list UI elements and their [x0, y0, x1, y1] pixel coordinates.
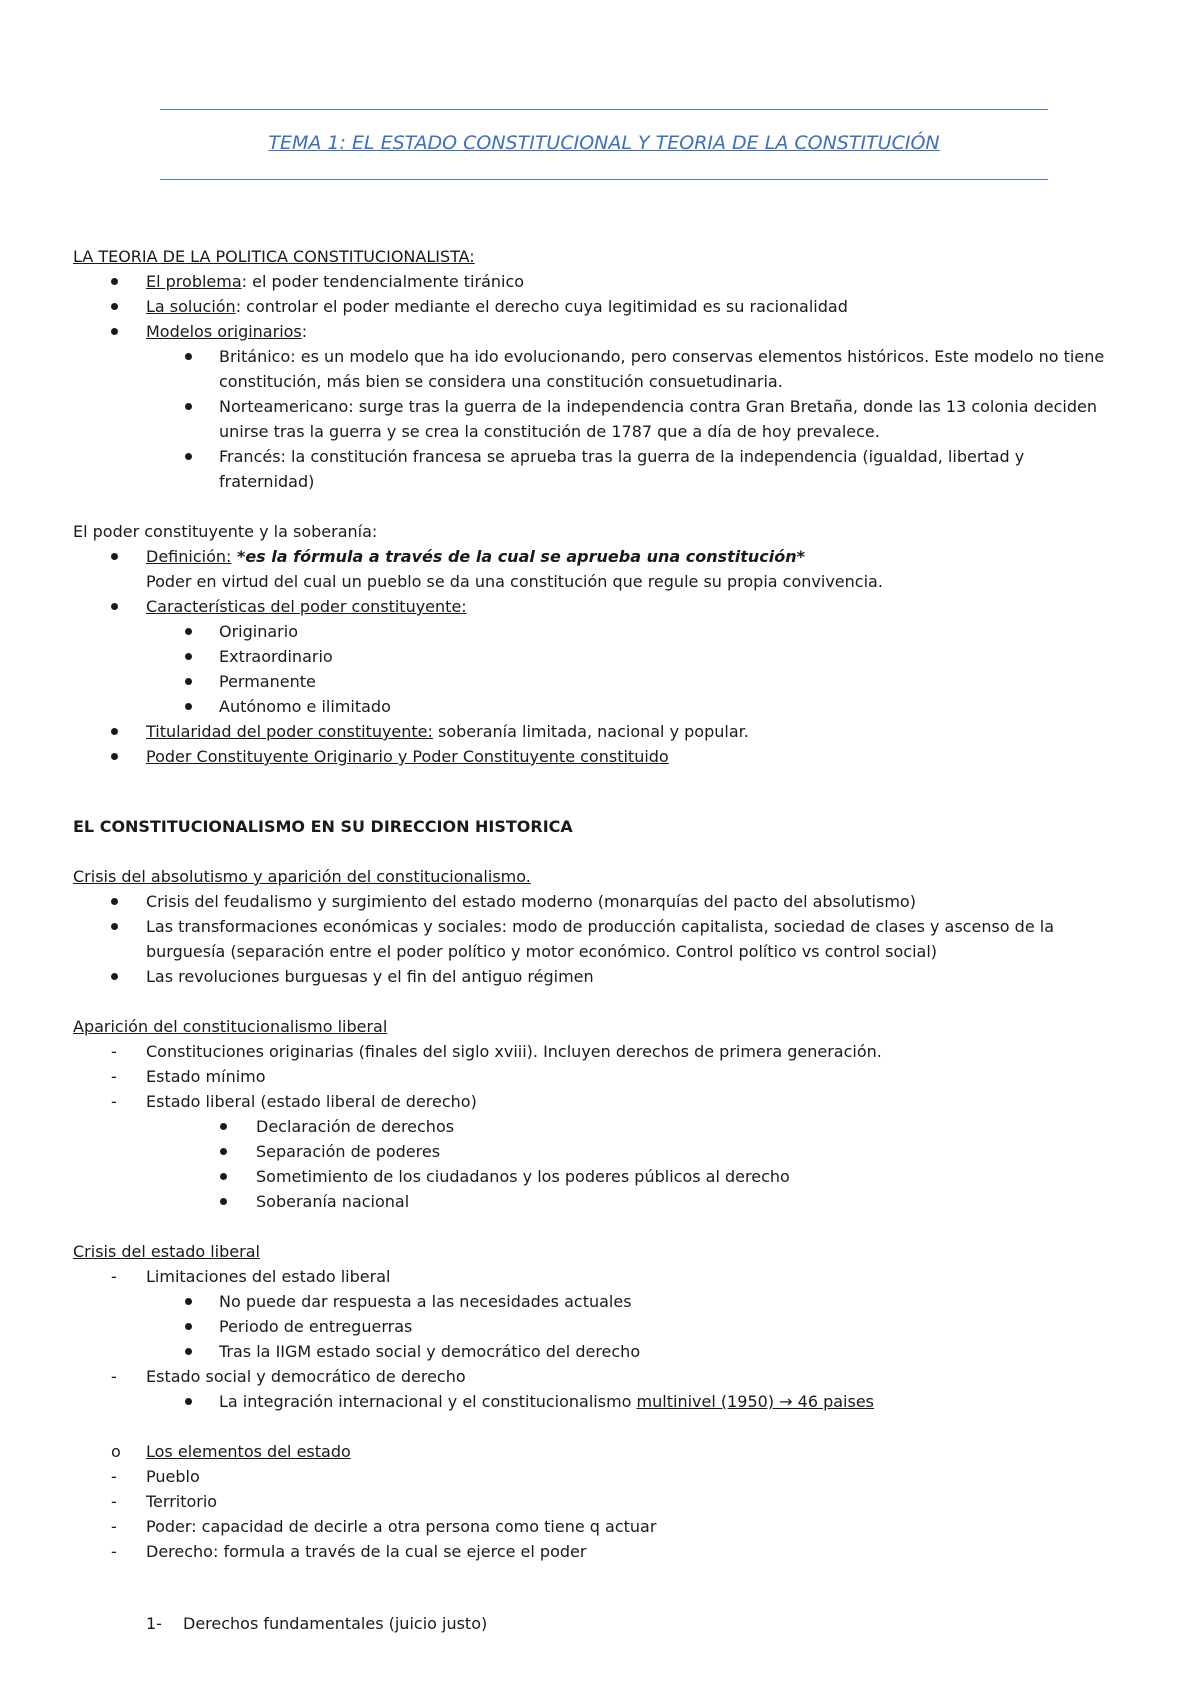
list-item-crisis: Crisis del feudalismo y surgimiento del estado moderno (monarquías del pacto del absolutismo) [146, 892, 916, 911]
list-item-aparicion: Estado liberal (estado liberal de derecho) [146, 1092, 477, 1111]
bottom-rule [160, 179, 1048, 180]
solucion-label: La solución [146, 297, 236, 316]
list-item-elemento: Derecho: formula a través de la cual se ejerce el poder [146, 1542, 587, 1561]
list-item-liberal: Separación de poderes [256, 1142, 441, 1161]
modelos-colon: : [301, 322, 308, 341]
list-item-caracteristicas: Características del poder constituyente: [146, 597, 467, 616]
dash-marker: - [111, 1067, 117, 1086]
list-item-solucion [146, 295, 848, 319]
definicion-quote: *es la fórmula a través de la cual se aprueba una constitución* [231, 547, 805, 566]
list-item-integracion [219, 1390, 874, 1414]
dash-marker: - [111, 1367, 117, 1386]
subheading-elementos: Los elementos del estado [146, 1442, 351, 1461]
dash-marker: - [111, 1042, 117, 1061]
list-item-aparicion: Estado mínimo [146, 1067, 266, 1086]
list-item-elemento: Poder: capacidad de decirle a otra persona como tiene q actuar [146, 1517, 657, 1536]
integracion-underlined: multinivel (1950) → 46 paises [636, 1392, 875, 1411]
dash-marker: - [111, 1542, 117, 1561]
list-item-britanico: Británico: es un modelo que ha ido evolucionando, pero conservas elementos históricos. Este modelo no tiene [219, 347, 1105, 366]
list-item-estado-social: Estado social y democrático de derecho [146, 1367, 466, 1386]
titularidad-text: soberanía limitada, nacional y popular. [432, 722, 749, 741]
section-heading-constitucionalismo: EL CONSTITUCIONALISMO EN SU DIRECCION HISTORICA [73, 817, 573, 836]
list-item-limitaciones: Limitaciones del estado liberal [146, 1267, 391, 1286]
list-item-britanico-cont: constitución, más bien se considera una constitución consuetudinaria. [219, 372, 783, 391]
subheading-crisis-estado-liberal: Crisis del estado liberal [73, 1242, 260, 1261]
list-item-char: Extraordinario [219, 647, 333, 666]
circle-marker: o [111, 1442, 121, 1461]
page-title: TEMA 1: EL ESTADO CONSTITUCIONAL Y TEORIA DE LA CONSTITUCIÓN [268, 132, 940, 154]
list-item-norteamericano-cont: unirse tras la guerra y se crea la constitución de 1787 que a día de hoy prevalece. [219, 422, 880, 441]
dash-marker: - [111, 1467, 117, 1486]
dash-marker: - [111, 1092, 117, 1111]
list-item-char: Permanente [219, 672, 316, 691]
list-item-aparicion: Constituciones originarias (finales del siglo xviii). Incluyen derechos de primera generación. [146, 1042, 882, 1061]
section-heading-teoria: LA TEORIA DE LA POLITICA CONSTITUCIONALISTA: [73, 247, 475, 266]
list-item-liberal: Soberanía nacional [256, 1192, 410, 1211]
list-item-limitacion: Tras la IIGM estado social y democrático del derecho [219, 1342, 641, 1361]
solucion-text: : controlar el poder mediante el derecho cuya legitimidad es su racionalidad [235, 297, 848, 316]
list-item-limitacion: Periodo de entreguerras [219, 1317, 413, 1336]
number-marker: 1- [146, 1614, 162, 1633]
titularidad-label: Titularidad del poder constituyente: [146, 722, 433, 741]
list-item-char: Originario [219, 622, 298, 641]
list-item-limitacion: No puede dar respuesta a las necesidades actuales [219, 1292, 632, 1311]
list-item-definicion [146, 545, 805, 569]
list-item-crisis-cont: burguesía (separación entre el poder político y motor económico. Control político vs control social) [146, 942, 938, 961]
list-item-char: Autónomo e ilimitado [219, 697, 391, 716]
modelos-label: Modelos originarios [146, 322, 302, 341]
list-item-poder-constituyente: Poder Constituyente Originario y Poder Constituyente constituido [146, 747, 669, 766]
dash-marker: - [111, 1492, 117, 1511]
dash-marker: - [111, 1267, 117, 1286]
integracion-text: La integración internacional y el constitucionalismo [219, 1392, 637, 1411]
list-item-crisis: Las transformaciones económicas y sociales: modo de producción capitalista, sociedad de clases y ascenso de la [146, 917, 1055, 936]
subheading-aparicion: Aparición del constitucionalismo liberal [73, 1017, 388, 1036]
list-item-problema [146, 270, 524, 294]
list-item-frances: Francés: la constitución francesa se aprueba tras la guerra de la independencia (igualdad, libertad y [219, 447, 1025, 466]
list-item-frances-cont: fraternidad) [219, 472, 315, 491]
section-heading-poder: El poder constituyente y la soberanía: [73, 522, 378, 541]
list-item-elemento: Territorio [146, 1492, 218, 1511]
definicion-text: Poder en virtud del cual un pueblo se da una constitución que regule su propia convivencia. [146, 572, 883, 591]
list-item-numbered: Derechos fundamentales (juicio justo) [183, 1614, 488, 1633]
list-item-modelos [146, 320, 307, 344]
top-rule [160, 109, 1048, 110]
problema-text: : el poder tendencialmente tiránico [241, 272, 525, 291]
definicion-label: Definición: [146, 547, 232, 566]
list-item-norteamericano: Norteamericano: surge tras la guerra de la independencia contra Gran Bretaña, donde las 13 colonia deciden [219, 397, 1098, 416]
subheading-crisis-absolutismo: Crisis del absolutismo y aparición del constitucionalismo. [73, 867, 531, 886]
list-item-liberal: Declaración de derechos [256, 1117, 455, 1136]
dash-marker: - [111, 1517, 117, 1536]
problema-label: El problema [146, 272, 242, 291]
list-item-liberal: Sometimiento de los ciudadanos y los poderes públicos al derecho [256, 1167, 790, 1186]
list-item-titularidad [146, 720, 749, 744]
list-item-elemento: Pueblo [146, 1467, 200, 1486]
list-item-crisis: Las revoluciones burguesas y el fin del antiguo régimen [146, 967, 594, 986]
